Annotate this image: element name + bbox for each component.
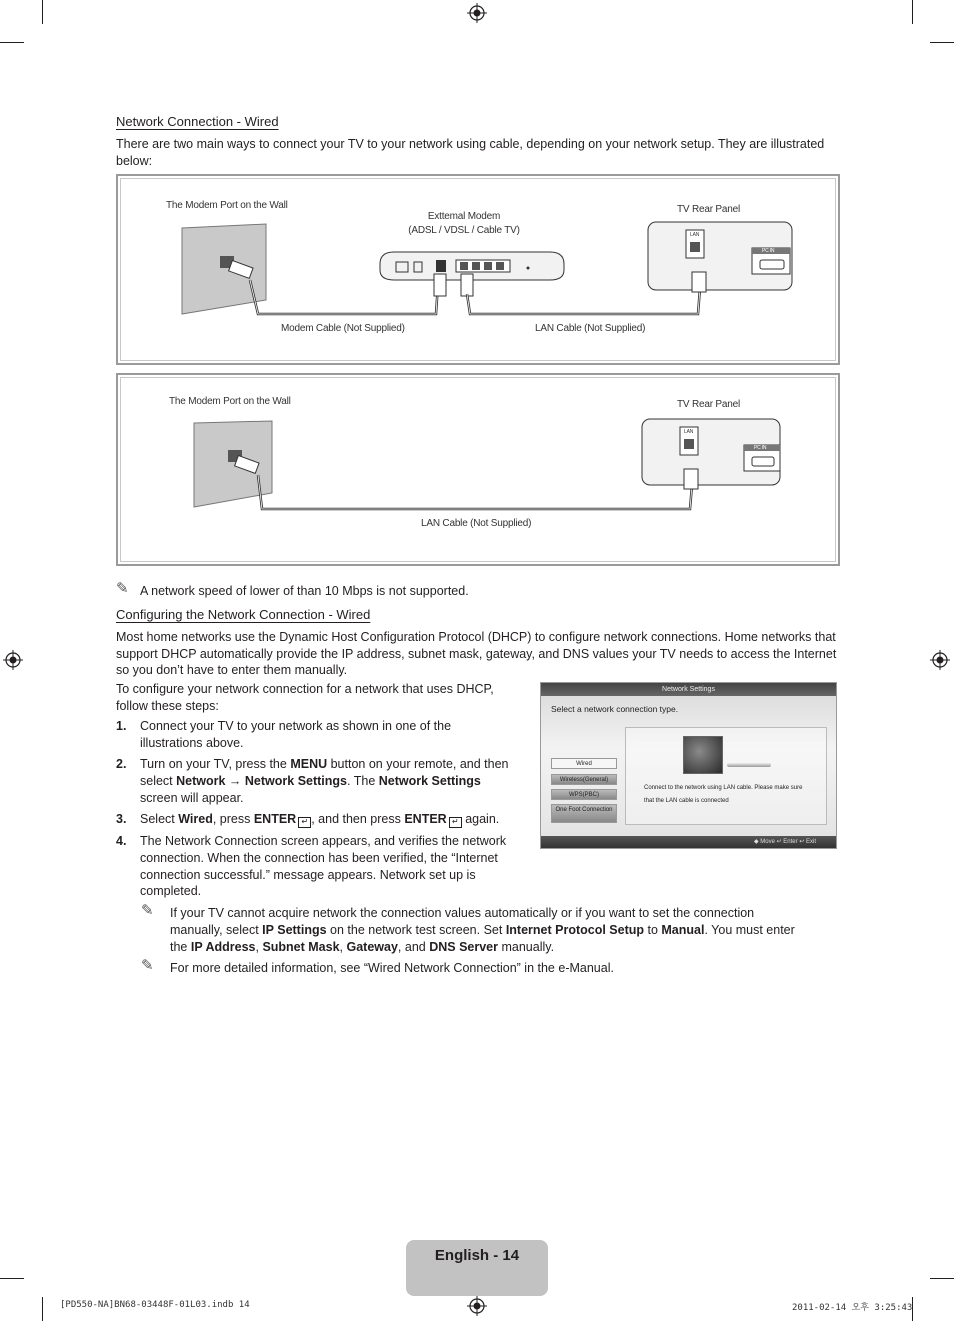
dhcp-paragraph: Most home networks use the Dynamic Host Configuration Protocol (DHCP) to configure network connections. Home networks that support DHCP automatically provide the IP address, subnet mask, gateway, and DNS values your TV needs to access the Internet so you don’t have to enter them manually.: [116, 630, 837, 677]
note-pencil-icon: ✎: [141, 957, 154, 974]
registration-mark-icon: [3, 650, 23, 670]
registration-mark-icon: [930, 650, 950, 670]
note-pencil-icon: ✎: [116, 580, 129, 597]
page-number: English - 14: [434, 1247, 520, 1264]
screen-footer: ◆ Move ↵ Enter ↩ Exit: [541, 836, 836, 848]
pc-in-port-label: PC IN: [754, 445, 767, 451]
external-modem-type-label: (ADSL / VDSL / Cable TV): [408, 225, 520, 236]
section-heading-wired: Network Connection - Wired: [116, 114, 279, 129]
enter-icon: ↵: [449, 817, 462, 828]
step-2: [116, 756, 536, 810]
crop-mark: [42, 1297, 43, 1321]
screen-info-panel: [625, 727, 827, 825]
option-one-foot-connection[interactable]: One Foot Connection: [551, 804, 617, 823]
lan-plug-image: [727, 763, 771, 767]
network-settings-screenshot: [540, 682, 837, 849]
speed-note: A network speed of lower of than 10 Mbps is not supported.: [140, 584, 469, 598]
tv-rear-panel-label: TV Rear Panel: [677, 399, 740, 410]
step-text: Select Wired, press ENTER ↵ , and then press ENTER ↵ again.: [140, 812, 500, 826]
crop-mark: [912, 0, 913, 24]
screen-prompt: Select a network connection type.: [551, 704, 679, 714]
option-wired[interactable]: Wired: [551, 758, 617, 769]
tv-rear-panel-label: TV Rear Panel: [677, 204, 740, 215]
emanual-note: For more detailed information, see “Wired Network Connection” in the e-Manual.: [170, 961, 614, 975]
pc-in-port-label: PC IN: [762, 248, 775, 254]
modem-cable-label: Modem Cable (Not Supplied): [281, 323, 405, 334]
lan-cable-image: [683, 736, 723, 774]
step-number: 1.: [116, 719, 127, 733]
step-1: [116, 718, 516, 754]
option-wps-pbc[interactable]: WPS(PBC): [551, 789, 617, 800]
steps-intro: To configure your network connection for a network that uses DHCP, follow these steps:: [116, 682, 494, 713]
step-number: 4.: [116, 834, 127, 848]
note-pencil-icon: ✎: [141, 902, 154, 919]
lan-cable-label: LAN Cable (Not Supplied): [421, 518, 532, 529]
wall-port-label: The Modem Port on the Wall: [169, 396, 291, 407]
option-wireless-general[interactable]: Wireless(General): [551, 774, 617, 785]
registration-mark-icon: [467, 3, 487, 23]
timestamp-slug: 2011-02-14 오후 3:25:43: [792, 1303, 913, 1313]
lan-cable-label: LAN Cable (Not Supplied): [535, 323, 646, 334]
screen-header: Network Settings: [541, 683, 836, 696]
lan-port-label: LAN: [690, 232, 700, 238]
page-number-box: [406, 1240, 548, 1296]
enter-icon: ↵: [298, 817, 311, 828]
file-slug: [PD550-NA]BN68-03448F-01L03.indb 14: [60, 1300, 250, 1310]
intro-paragraph: There are two main ways to connect your TV to your network using cable, depending on your network setup. They are illustrated below:: [116, 137, 825, 168]
manual-settings-note: If your TV cannot acquire network the connection values automatically or if you want to set the connection manually, select IP Settings on the network test screen. Set Internet Protocol Setup to Manual. You must enter the IP Address, Subnet Mask, Gateway, and DNS Server manually.: [170, 906, 795, 954]
crop-mark: [42, 0, 43, 24]
screen-message: Connect to the network using LAN cable. Please make sure that the LAN cable is connected: [644, 785, 803, 804]
step-text: Turn on your TV, press the MENU button on your remote, and then select Network → Network Settings. The Network Settings screen will appear.: [140, 757, 509, 805]
crop-mark: [0, 42, 24, 43]
lan-port-label: LAN: [684, 429, 694, 435]
step-3: [116, 811, 536, 829]
step-4: [116, 833, 536, 903]
crop-mark: [0, 1278, 24, 1279]
crop-mark: [930, 1278, 954, 1279]
step-text: The Network Connection screen appears, and verifies the network connection. When the connection has been verified, the “Internet connection successful.” message appears. Network set up is completed.: [140, 834, 507, 899]
registration-mark-icon: [467, 1296, 487, 1316]
diagram-modem-connection: [116, 174, 840, 365]
step-text: Connect your TV to your network as shown in one of the illustrations above.: [140, 719, 452, 750]
section-heading-configure: Configuring the Network Connection - Wired: [116, 607, 371, 622]
step-number: 2.: [116, 757, 127, 771]
wall-port-label: The Modem Port on the Wall: [166, 200, 288, 211]
diagram-direct-connection: [116, 373, 840, 566]
external-modem-label: Exttemal Modem: [427, 211, 501, 222]
crop-mark: [930, 42, 954, 43]
step-number: 3.: [116, 812, 127, 826]
